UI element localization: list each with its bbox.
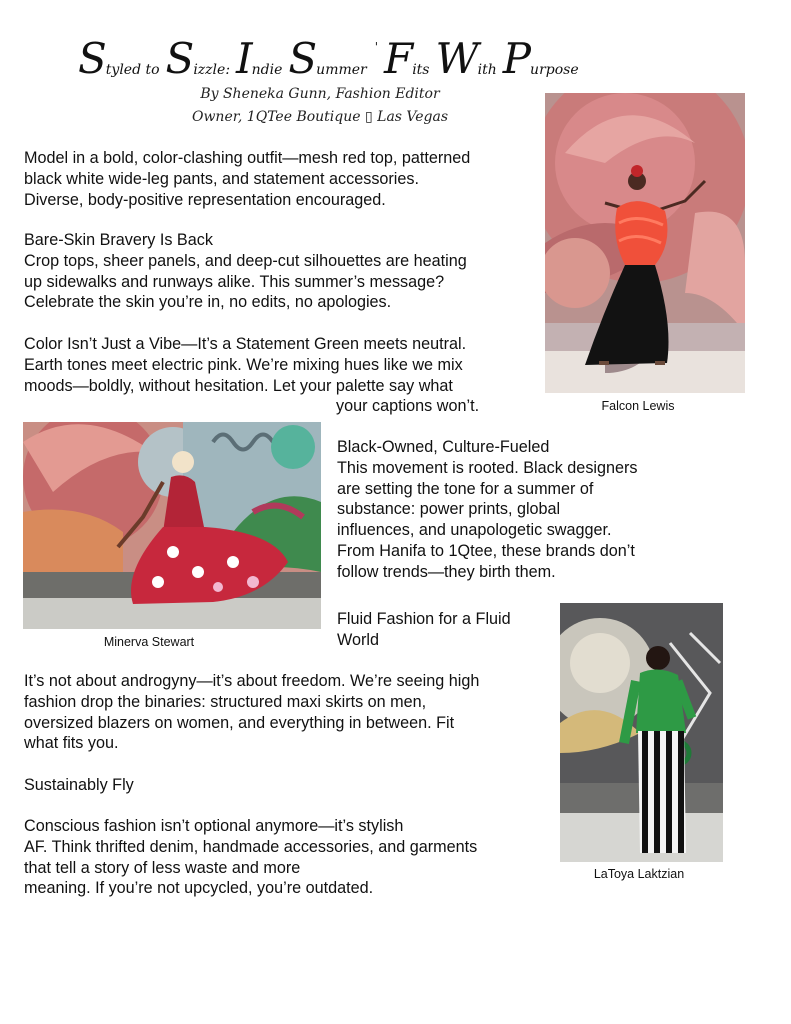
title-initial: S — [78, 34, 106, 83]
section-heading: World — [337, 630, 379, 649]
caption-falcon-lewis: Falcon Lewis — [601, 399, 675, 413]
text-line: are setting the tone for a summer of — [337, 479, 594, 498]
photo-falcon-lewis — [545, 93, 745, 393]
article-title — [78, 30, 598, 83]
title-apostrophe: ' — [374, 40, 379, 54]
title-word: izzle: — [193, 62, 231, 78]
photo-latoya-laktzian — [560, 603, 723, 862]
text-line: Celebrate the skin you’re in, no edits, no apologies. — [24, 293, 392, 312]
text-line: meaning. If you’re not upcycled, you’re outdated. — [24, 879, 374, 898]
text-line: black white wide-leg pants, and statement accessories. — [24, 169, 419, 188]
caption-minerva-stewart: Minerva Stewart — [103, 635, 195, 649]
text-line: substance: power prints, global — [337, 500, 561, 519]
text-line: Conscious fashion isn’t optional anymore—it’s stylish — [24, 817, 404, 835]
caption-latoya-laktzian: LaToya Laktzian — [593, 867, 685, 881]
text-line: Color Isn’t Just a Vibe—It’s a Statement Green meets neutral. — [24, 335, 467, 353]
title-initial: S — [165, 34, 194, 83]
title-word: ndie — [251, 62, 283, 78]
title-initial: I — [236, 34, 252, 83]
title-word: its — [412, 62, 430, 78]
text-line: follow trends—they birth them. — [337, 562, 556, 581]
text-line: influences, and unapologetic swagger. — [337, 521, 612, 540]
text-line: Crop tops, sheer panels, and deep-cut silhouettes are heating — [24, 251, 467, 270]
text-line: moods—boldly, without hesitation. Let your palette say what — [24, 376, 453, 395]
text-line: your captions won’t. — [336, 397, 480, 415]
title-word: tyled to — [105, 62, 160, 78]
text-line: what fits you. — [24, 734, 119, 753]
title-initial: P — [502, 34, 531, 83]
text-line: AF. Think thrifted denim, handmade accessories, and garments — [24, 837, 478, 856]
section-bare-skin — [24, 230, 467, 313]
section-heading: Black-Owned, Culture-Fueled — [337, 438, 550, 456]
text-line: From Hanifa to 1Qtee, these brands don’t — [337, 541, 635, 560]
title-word: ummer — [316, 62, 367, 78]
section-sustainable-body — [24, 816, 477, 899]
section-color-tail — [336, 396, 479, 417]
section-heading: Fluid Fashion for a Fluid — [337, 610, 511, 628]
title-initial: W — [435, 34, 478, 83]
text-line: Model in a bold, color-clashing outfit—mesh red top, patterned — [24, 149, 471, 167]
title-initial: F — [384, 34, 413, 83]
section-sustainable-heading — [24, 775, 134, 796]
text-line: that tell a story of less waste and more — [24, 858, 301, 877]
text-line: This movement is rooted. Black designers — [337, 458, 638, 477]
title-word: ith — [477, 62, 497, 78]
byline-boutique: Owner, 1QTee Boutique ▯ Las Vegas — [191, 109, 449, 125]
text-line: oversized blazers on women, and everything in between. Fit — [24, 713, 455, 732]
text-line: It’s not about androgyny—it’s about freedom. We’re seeing high — [24, 672, 480, 690]
byline-author: By Sheneka Gunn, Fashion Editor — [200, 86, 440, 102]
title-initial: S — [288, 34, 317, 83]
photo-minerva-stewart — [23, 422, 321, 629]
section-black-owned — [337, 437, 638, 583]
section-fluid-heading — [337, 609, 511, 651]
section-fluid-body — [24, 671, 479, 754]
title-word: urpose — [530, 62, 579, 78]
text-line: fashion drop the binaries: structured maxi skirts on men, — [24, 692, 427, 711]
text-line: up sidewalks and runways alike. This summer’s message? — [24, 272, 445, 291]
text-line: Diverse, body-positive representation encouraged. — [24, 190, 386, 209]
text-line: Earth tones meet electric pink. We’re mixing hues like we mix — [24, 355, 463, 374]
section-color — [24, 334, 466, 396]
section-heading: Bare-Skin Bravery Is Back — [24, 231, 213, 249]
section-heading: Sustainably Fly — [24, 776, 134, 794]
intro-paragraph — [24, 148, 470, 210]
